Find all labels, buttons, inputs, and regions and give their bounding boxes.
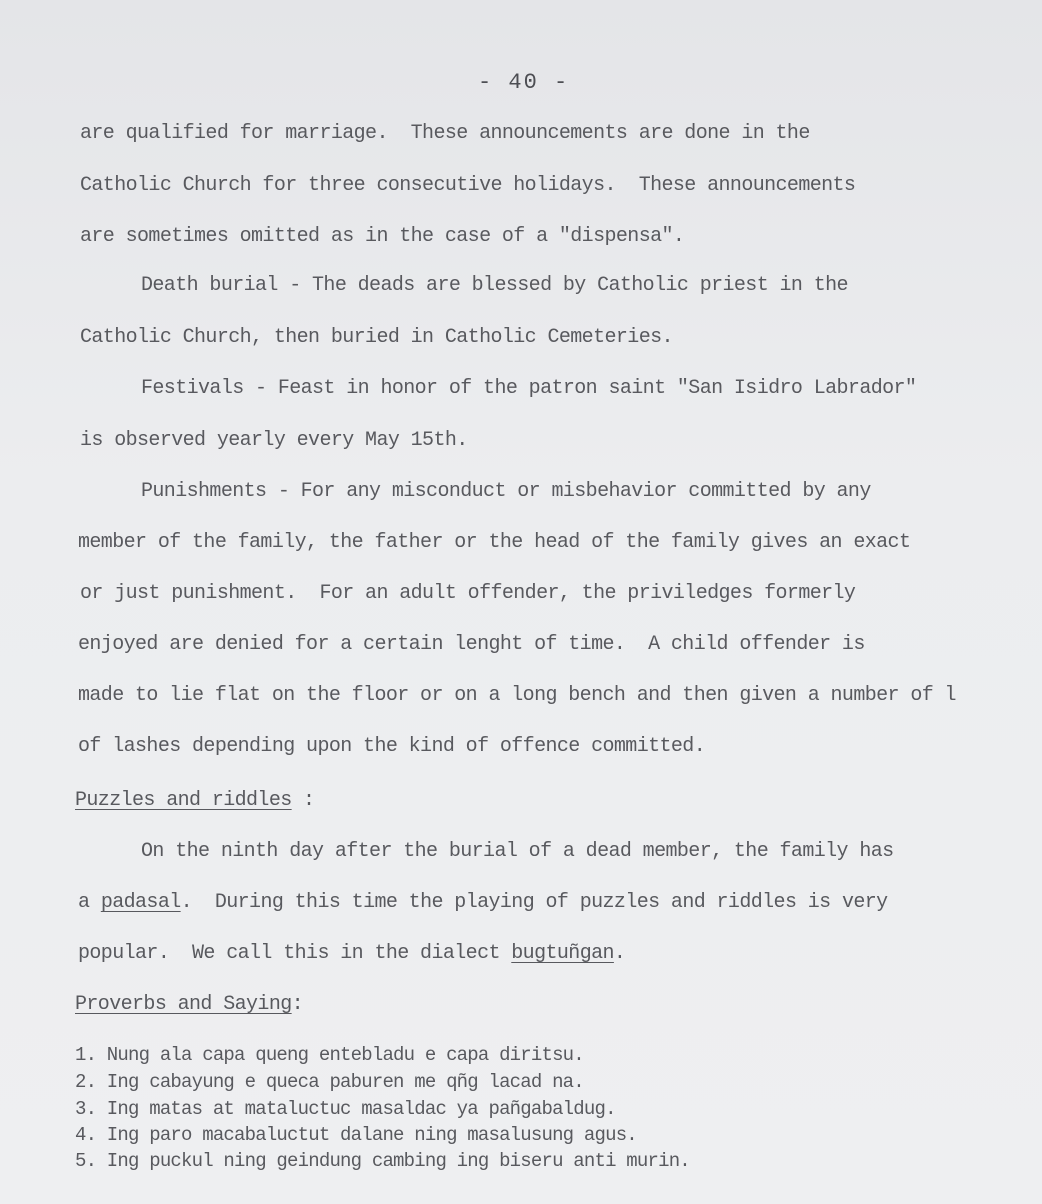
death-burial-paragraph: Death burial - The deads are blessed by Catholic priest in the <box>141 274 848 297</box>
term-padasal: padasal <box>100 891 181 914</box>
line-rest: . During this time the playing of puzzles and riddles is very <box>180 891 888 914</box>
line-prefix: popular. We call this in the dialect <box>78 942 512 965</box>
page-number: - 40 - <box>478 70 570 95</box>
text-line: or just punishment. For an adult offender, the priviledges formerly <box>80 582 856 605</box>
text-line: Catholic Church, then buried in Catholic Cemeteries. <box>80 326 673 349</box>
proverbs-heading-text: Proverbs and Saying <box>75 993 292 1016</box>
text-line: made to lie flat on the floor or on a long bench and then given a number of l <box>78 684 956 707</box>
text-line <box>78 891 888 915</box>
proverb-item: 5. Ing puckul ning geindung cambing ing biseru anti murin. <box>75 1150 690 1172</box>
text-line: of lashes depending upon the kind of offence committed. <box>78 735 706 758</box>
text-line: Catholic Church for three consecutive holidays. These announcements <box>80 174 856 197</box>
proverb-item: 4. Ing paro macabaluctut dalane ning masalusung agus. <box>75 1124 637 1146</box>
proverb-item: 1. Nung ala capa queng entebladu e capa diritsu. <box>75 1044 584 1066</box>
line-prefix: a <box>78 891 101 914</box>
text-line: is observed yearly every May 15th. <box>80 429 468 452</box>
puzzles-heading-text: Puzzles and riddles <box>75 789 292 812</box>
text-line: member of the family, the father or the head of the family gives an exact <box>78 531 911 554</box>
puzzles-heading-suffix: : <box>291 789 315 812</box>
text-line: are qualified for marriage. These announcements are done in the <box>80 122 810 145</box>
text-line: enjoyed are denied for a certain lenght of time. A child offender is <box>78 633 865 656</box>
term-bugtungan: bugtuñgan <box>511 942 614 965</box>
text-line: are sometimes omitted as in the case of a "dispensa". <box>80 225 685 248</box>
proverbs-heading <box>75 993 303 1017</box>
proverb-item: 2. Ing cabayung e queca paburen me qñg lacad na. <box>75 1071 584 1093</box>
puzzles-paragraph: On the ninth day after the burial of a dead member, the family has <box>141 840 894 863</box>
punishments-paragraph: Punishments - For any misconduct or misbehavior committed by any <box>141 480 871 503</box>
line-suffix: . <box>613 942 626 965</box>
proverb-item: 3. Ing matas at mataluctuc masaldac ya pañgabaldug. <box>75 1098 616 1120</box>
text-line <box>78 942 625 966</box>
festivals-paragraph: Festivals - Feast in honor of the patron saint "San Isidro Labrador" <box>141 377 917 400</box>
puzzles-heading <box>75 789 314 813</box>
proverbs-heading-suffix: : <box>291 993 304 1016</box>
